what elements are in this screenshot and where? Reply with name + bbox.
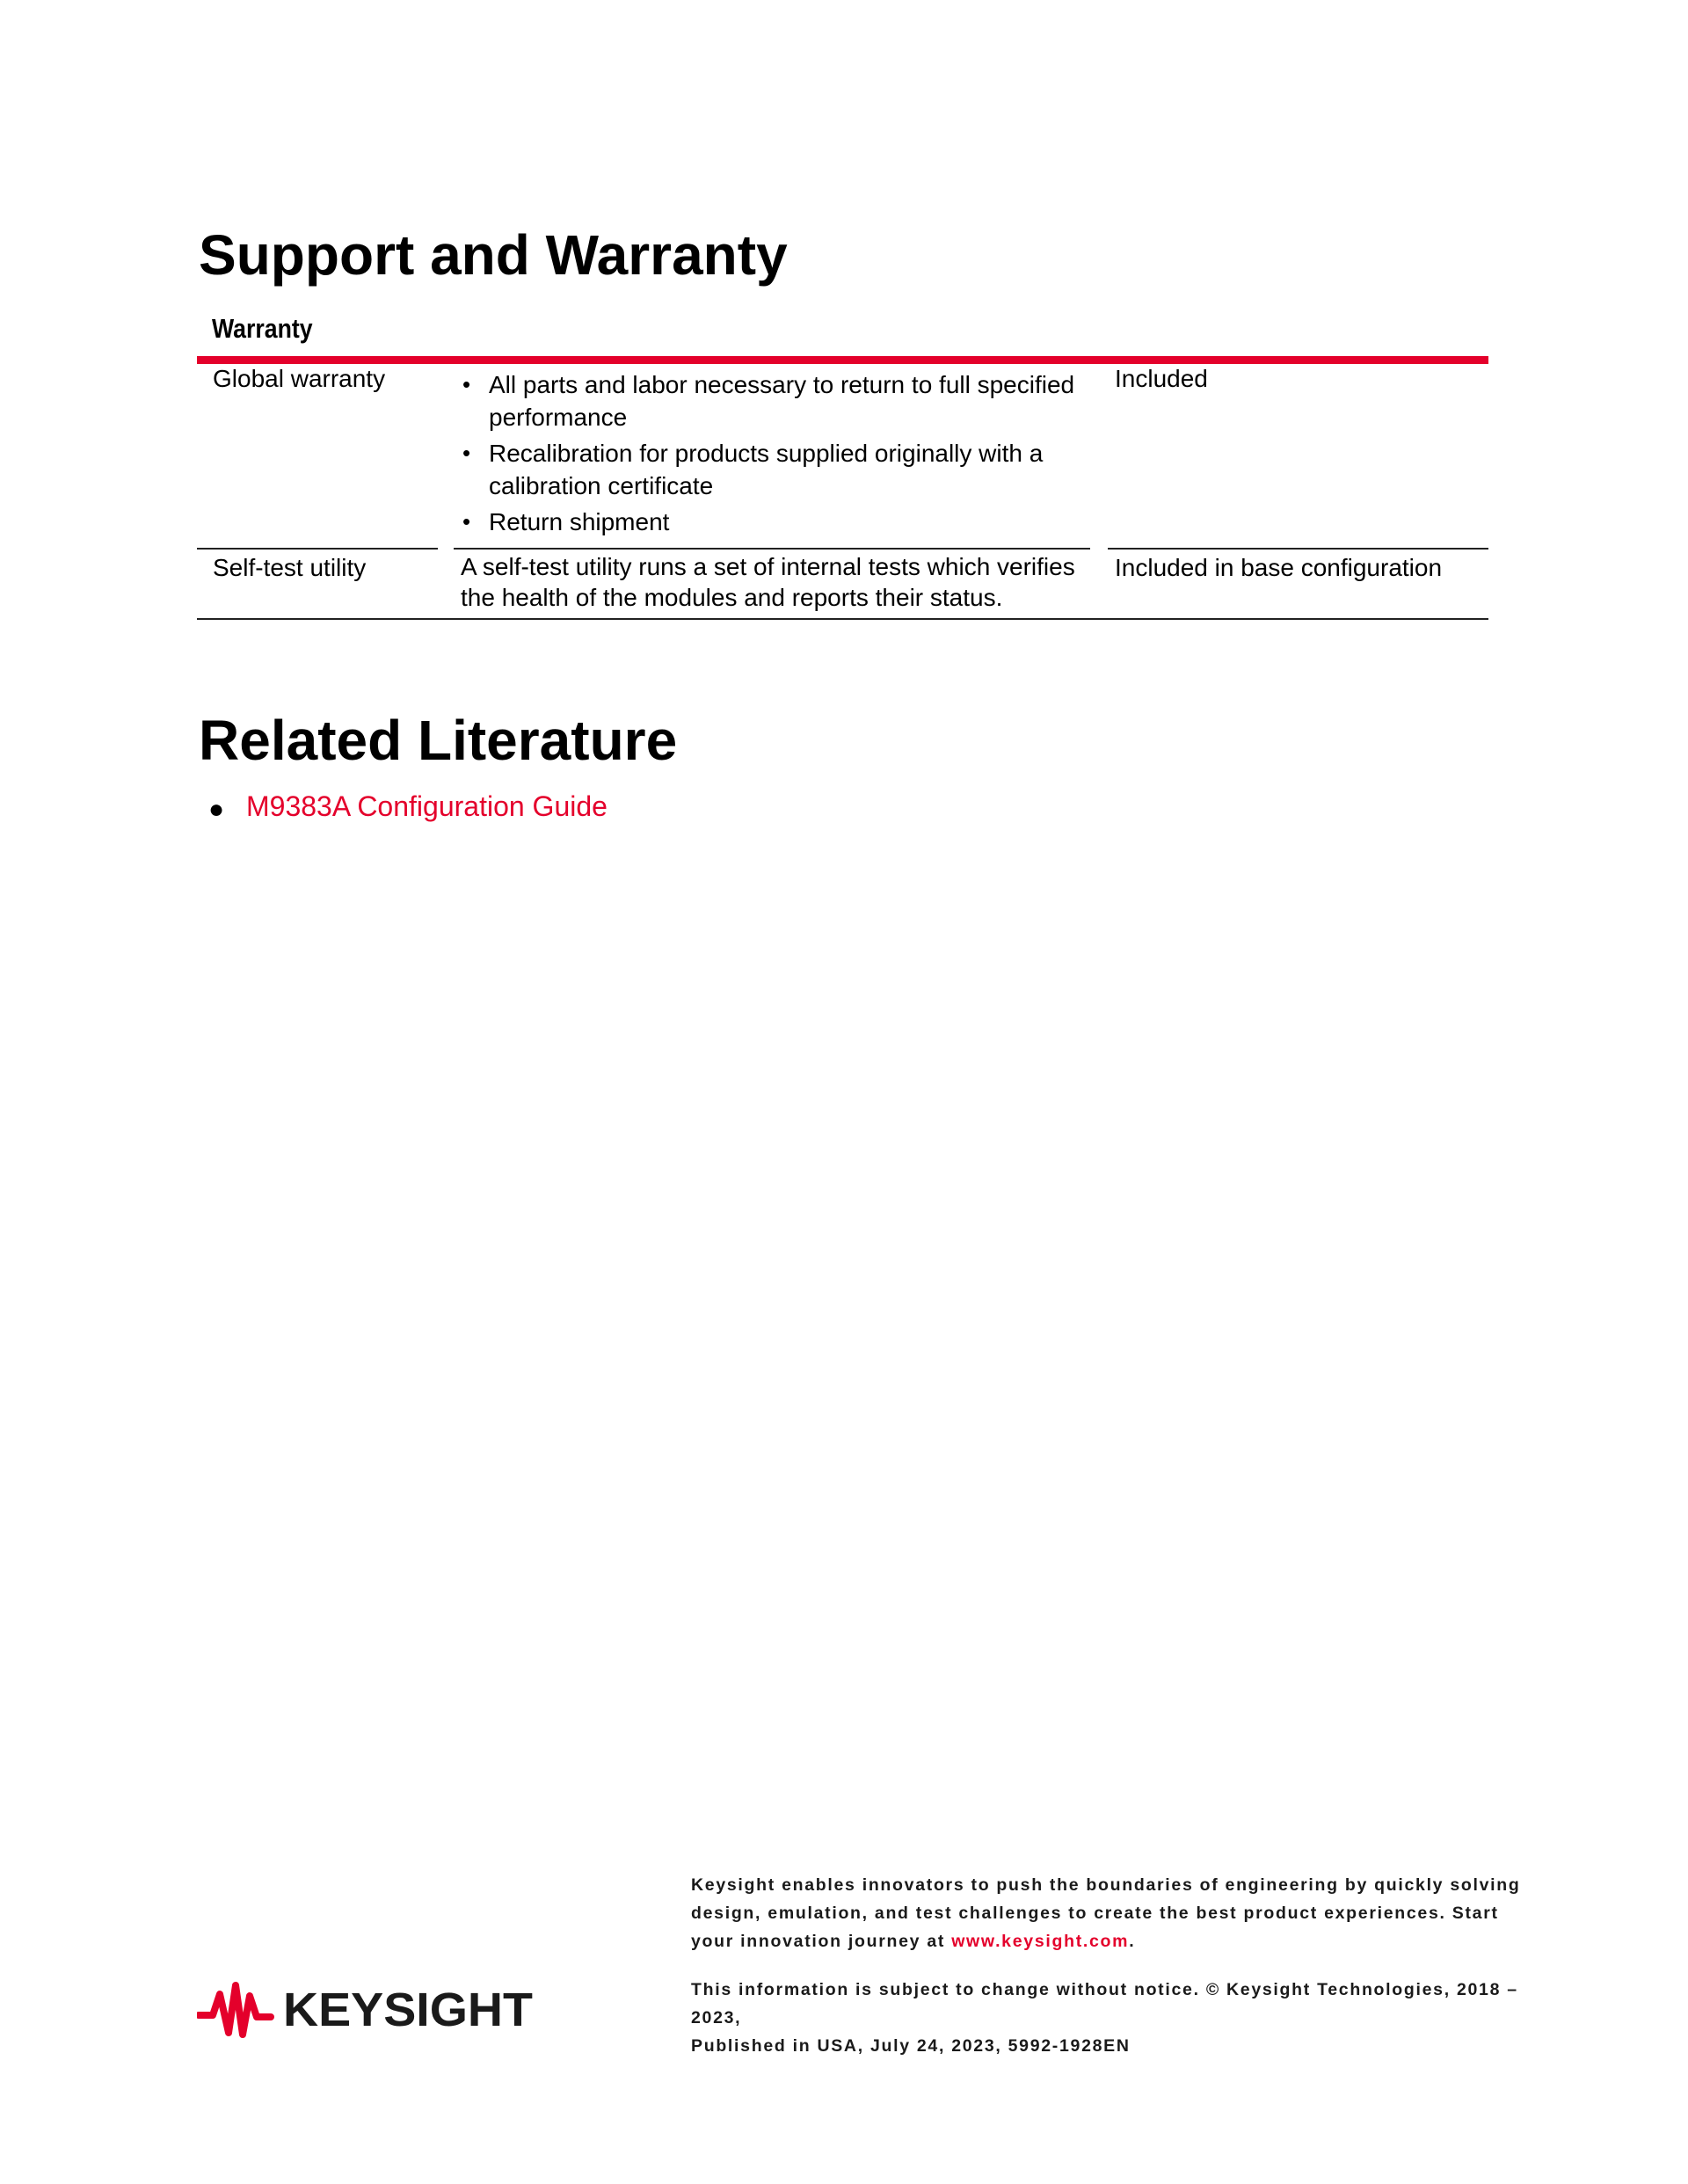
list-item [459,368,1092,433]
table-bottom-rule [197,618,1488,620]
row-divider [454,548,1090,550]
row-status-global-warranty: Included [1115,365,1208,392]
global-warranty-bullets [459,368,1092,542]
list-item [459,437,1092,502]
row-description-self-test: A self-test utility runs a set of internal tests which verifies the health of the modules and reports their status. [461,553,1075,611]
warranty-table-caption: Warranty [212,313,313,344]
bullet-dot-icon: • [462,508,471,535]
keysight-logo-text: KEYSIGHT [283,1984,534,2036]
bullet-text: Recalibration for products supplied originally with a calibration certificate [489,440,1044,499]
row-label-self-test-utility: Self-test utility [213,554,367,581]
row-divider [1108,548,1488,550]
bullet-text: Return shipment [489,508,670,535]
link-m9383a-configuration-guide[interactable]: M9383A Configuration Guide [246,790,608,822]
bullet-text: All parts and labor necessary to return to full specified performance [489,371,1075,431]
footer-legal-line1: This information is subject to change without notice. © Keysight Technologies, 2018 – 2023, [691,1980,1518,2027]
footer-tagline-text: Keysight enables innovators to push the boundaries of engineering by quickly solving design, emulation, and test challenges to create the best product experiences. Start your innovation journey at [691,1875,1521,1951]
row-status-self-test: Included in base configuration [1115,554,1443,581]
keysight-wave-icon [199,1985,271,2035]
list-item [459,506,1092,538]
bullet-dot-icon: • [462,440,471,466]
row-divider [197,548,438,550]
row-label-global-warranty: Global warranty [213,365,386,392]
footer-legal-line2: Published in USA, July 24, 2023, 5992-1928EN [691,2036,1131,2056]
section-title-related-literature: Related Literature [199,709,678,772]
footer-tagline [691,1871,1535,1955]
footer-website-link[interactable]: www.keysight.com [951,1932,1130,1951]
footer-legal-notice [691,1976,1535,2060]
bullet-dot-icon: ● [208,795,225,824]
footer-tagline-end: . [1129,1932,1136,1951]
bullet-dot-icon: • [462,371,471,397]
section-title-support-warranty: Support and Warranty [199,223,788,287]
keysight-logo [197,1973,535,2043]
